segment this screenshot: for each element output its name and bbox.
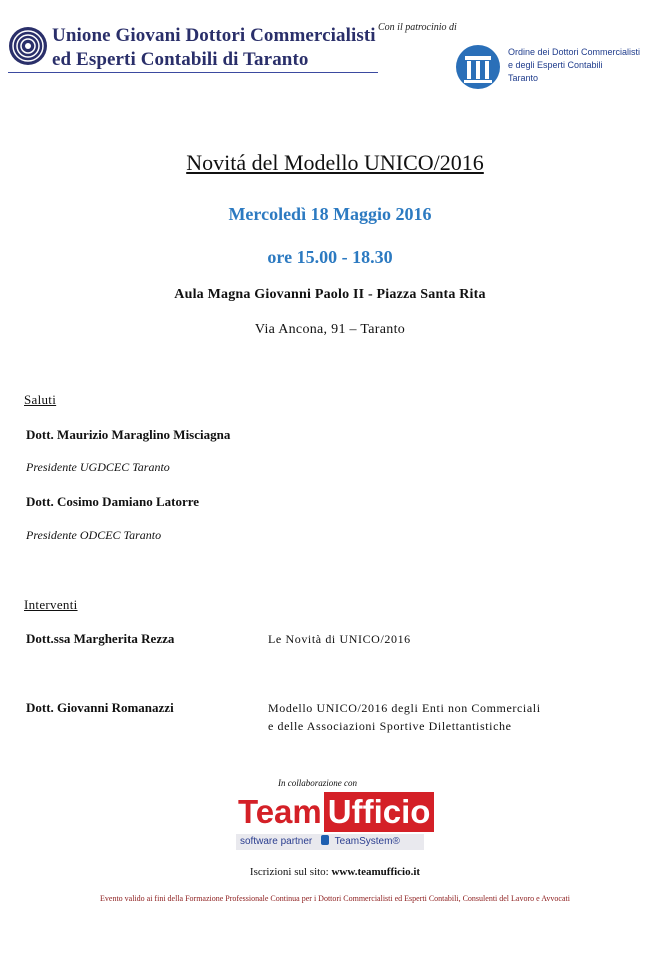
event-title: Novitá del Modello UNICO/2016 <box>186 150 484 175</box>
saluti-speaker-name: Dott. Maurizio Maraglino Misciagna <box>26 427 231 442</box>
collaboration-label: In collaborazione con <box>278 778 357 788</box>
header-divider <box>8 72 378 73</box>
org-name-line1: Unione Giovani Dottori Commercialisti <box>52 25 376 46</box>
event-address: Via Ancona, 91 – Taranto <box>254 322 406 337</box>
footer-note: Evento valido ai fini della Formazione Professionale Continua per i Dottori Commercialisti ed Esperti Contabili, Consulenti del Lavoro e Avvocati <box>100 894 570 903</box>
saluti-speaker-role: Presidente ODCEC Taranto <box>26 528 162 542</box>
interventi-speaker-name: Dott.ssa Margherita Rezza <box>26 631 175 646</box>
odcec-logo-icon <box>454 44 502 90</box>
topic-line2: e delle Associazioni Sportive Dilettantistiche <box>268 719 512 733</box>
teamufficio-logo <box>236 792 431 852</box>
saluti-speaker-name: Dott. Cosimo Damiano Latorre <box>26 494 200 509</box>
teamsystem-icon <box>321 835 329 845</box>
event-date: Mercoledì 18 Maggio 2016 <box>228 204 432 224</box>
registration-info <box>0 866 670 878</box>
odcec-name-line1: Ordine dei Dottori Commercialisti <box>508 47 641 57</box>
logo-teamsystem: TeamSystem® <box>334 836 400 847</box>
odcec-org-name <box>508 46 640 85</box>
logo-subtitle: software partner <box>240 836 313 847</box>
registration-prefix: Iscrizioni sul sito: <box>249 866 332 878</box>
odcec-name-line2: e degli Esperti Contabili <box>508 60 603 70</box>
odcec-name-line3: Taranto <box>508 73 539 83</box>
interventi-heading: Interventi <box>24 597 78 612</box>
saluti-heading: Saluti <box>24 392 57 407</box>
topic-line1: Le Novità di UNICO/2016 <box>268 632 411 646</box>
interventi-topic <box>268 699 541 735</box>
registration-link[interactable]: www.teamufficio.it <box>331 866 421 878</box>
patrocinio-label: Con il patrocinio di <box>378 22 457 33</box>
event-place: Aula Magna Giovanni Paolo II - Piazza Santa Rita <box>174 287 486 302</box>
ugdcec-org-name <box>52 24 376 72</box>
org-name-line2: ed Esperti Contabili di Taranto <box>52 49 309 70</box>
logo-team-text: Team <box>238 793 322 830</box>
event-time: ore 15.00 - 18.30 <box>267 247 393 267</box>
interventi-topic <box>268 630 411 648</box>
logo-ufficio-text: Ufficio <box>324 792 435 832</box>
saluti-speaker-role: Presidente UGDCEC Taranto <box>26 460 170 474</box>
ugdcec-logo-icon <box>8 26 48 66</box>
topic-line1: Modello UNICO/2016 degli Enti non Commerciali <box>268 701 541 715</box>
interventi-speaker-name: Dott. Giovanni Romanazzi <box>26 700 174 715</box>
